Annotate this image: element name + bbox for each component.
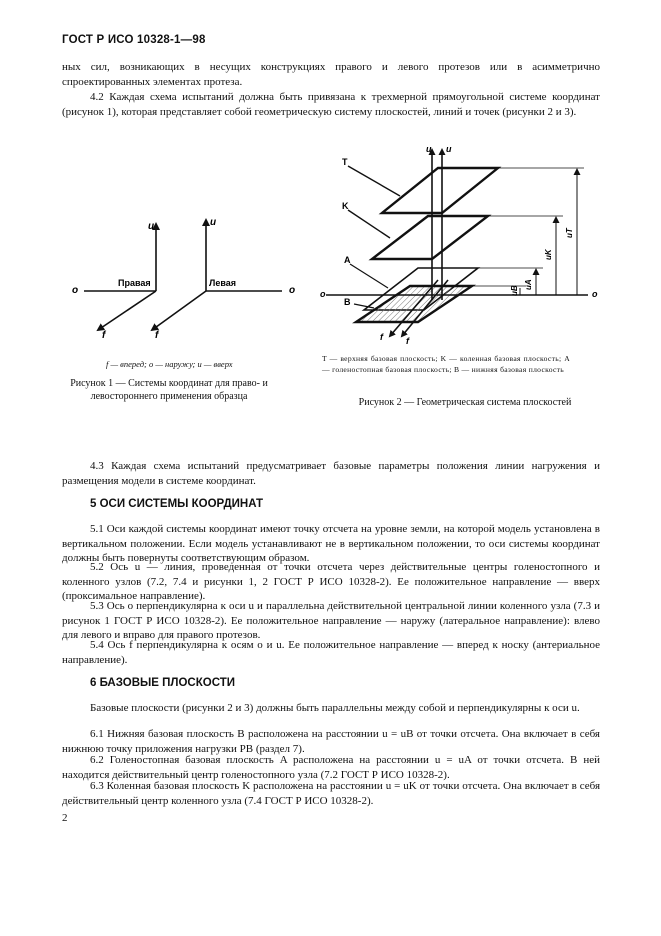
section-5-heading: 5 ОСИ СИСТЕМЫ КООРДИНАТ: [90, 498, 263, 510]
fig1-right-u-label: u: [148, 221, 155, 232]
fig1-right-f-label: f: [102, 330, 106, 341]
label-B: B: [344, 297, 351, 307]
dim-label-uB: uB: [510, 285, 519, 296]
label-T: T: [342, 157, 348, 167]
fig2-f-label-2: f: [406, 336, 409, 346]
fig1-left-u-label: u: [210, 217, 217, 228]
fig2-legend: T — верхняя базовая плоскость; K — коленная базовая плоскость; A — голеностопная базовая плоскость; B — нижняя базовая плоскость: [322, 354, 570, 374]
paragraph-4-2: 4.2 Каждая схема испытаний должна быть привязана к трехмерной прямоугольной системе координат (рисунок 1), которая представляет собой геометрическую систему плоскостей, линий и точек (рисунки 2 и 3).: [62, 91, 600, 118]
figure-2-planes-system: [318, 138, 608, 352]
fig1-left-f-axis: [152, 291, 206, 330]
dim-label-uT: uT: [565, 228, 574, 238]
paragraph-5-1: 5.1 Оси каждой системы координат имеют точку отсчета на уровне земли, на которой модель установлена в вертикальном положении. Если модель устанавливают не в вертикальном положении, то оси системы координат должны быть повернуты соответствующим образом.: [62, 523, 600, 565]
running-header: ГОСТ Р ИСО 10328-1—98: [62, 34, 206, 46]
paragraph-6-3: 6.3 Коленная базовая плоскость K расположена на расстоянии u = uK от точки отсчета. Она включает в себя действительный центр коленного узла (7.4 ГОСТ Р ИСО 10328-2).: [62, 780, 600, 807]
fig1-right-o-label: o: [72, 285, 79, 296]
fig2-o-label-left: o: [320, 289, 326, 299]
paragraph-continuation: ных сил, возникающих в несущих конструкциях правого и левого протезов или в асимметрично спроектированных элементах протеза.: [62, 61, 600, 88]
fig1-left-f-label: f: [155, 330, 159, 341]
plane-B: [356, 286, 472, 322]
paragraph-6-1: 6.1 Нижняя базовая плоскость B расположена на расстоянии u = uB от точки отсчета. Она включает в себя нижнюю точку приложения нагрузки PB (раздел 7).: [62, 728, 600, 755]
fig2-o-label-right: o: [592, 289, 598, 299]
paragraph-5-2: 5.2 Ось u — линия, проведенная от точки отсчета через действительные центры голеностопного и коленного узлов (7.2, 7.4 и рисунки 1, 2 ГОСТ Р ИСО 10328-2). Ее положительное направление — вверх (проксимальное направление).: [62, 561, 600, 603]
fig2-u-label-1: u: [426, 144, 432, 154]
fig1-legend: f — вперед; o — наружу; u — вверх: [106, 359, 233, 369]
fig1-left-label: Левая: [209, 278, 236, 288]
fig2-caption: Рисунок 2 — Геометрическая система плоскостей: [358, 397, 572, 408]
label-A: A: [344, 255, 351, 265]
fig1-right-label: Правая: [118, 278, 151, 288]
fig1-left-o-label: o: [289, 285, 296, 296]
paragraph-4-3: 4.3 Каждая схема испытаний предусматривает базовые параметры положения линии нагружения и размещения модели в системе координат.: [62, 460, 600, 487]
label-K: K: [342, 201, 349, 211]
paragraph-6-2: 6.2 Голеностопная базовая плоскость A расположена на расстоянии u = uA от точки отсчета. В ней находится действительный центр голеностопного узла (7.2 ГОСТ Р ИСО 10328-2).: [62, 754, 600, 781]
leader-A: [350, 264, 388, 288]
page-number: 2: [62, 812, 68, 824]
dim-label-uK: uK: [544, 249, 553, 260]
paragraph-6-intro: Базовые плоскости (рисунки 2 и 3) должны быть параллельны между собой и перпендикулярны к оси u.: [90, 702, 580, 714]
fig1-caption: Рисунок 1 — Системы координат для право- и левостороннего применения образца: [70, 378, 268, 402]
section-6-heading: 6 БАЗОВЫЕ ПЛОСКОСТИ: [90, 677, 236, 689]
figure-1-coordinate-systems: [62, 200, 312, 350]
paragraph-5-3: 5.3 Ось o перпендикулярна к оси u и параллельна действительной центральной линии коленного узла (7.3 и рисунок 1 ГОСТ Р ИСО 10328-2). Ее положительное направление — наружу (латеральное направление): влево для левого и вправо для правого протезов.: [62, 600, 600, 642]
plane-T: [382, 168, 498, 213]
fig1-right-f-axis: [98, 291, 156, 330]
fig2-f-label-1: f: [380, 332, 383, 342]
fig2-u-label-2: u: [446, 144, 452, 154]
dim-label-uA: uA: [524, 279, 533, 290]
paragraph-5-4: 5.4 Ось f перпендикулярна к осям o и u. Ее положительное направление — вперед к носку (антериальное направление).: [62, 639, 600, 666]
leader-T: [348, 166, 400, 196]
